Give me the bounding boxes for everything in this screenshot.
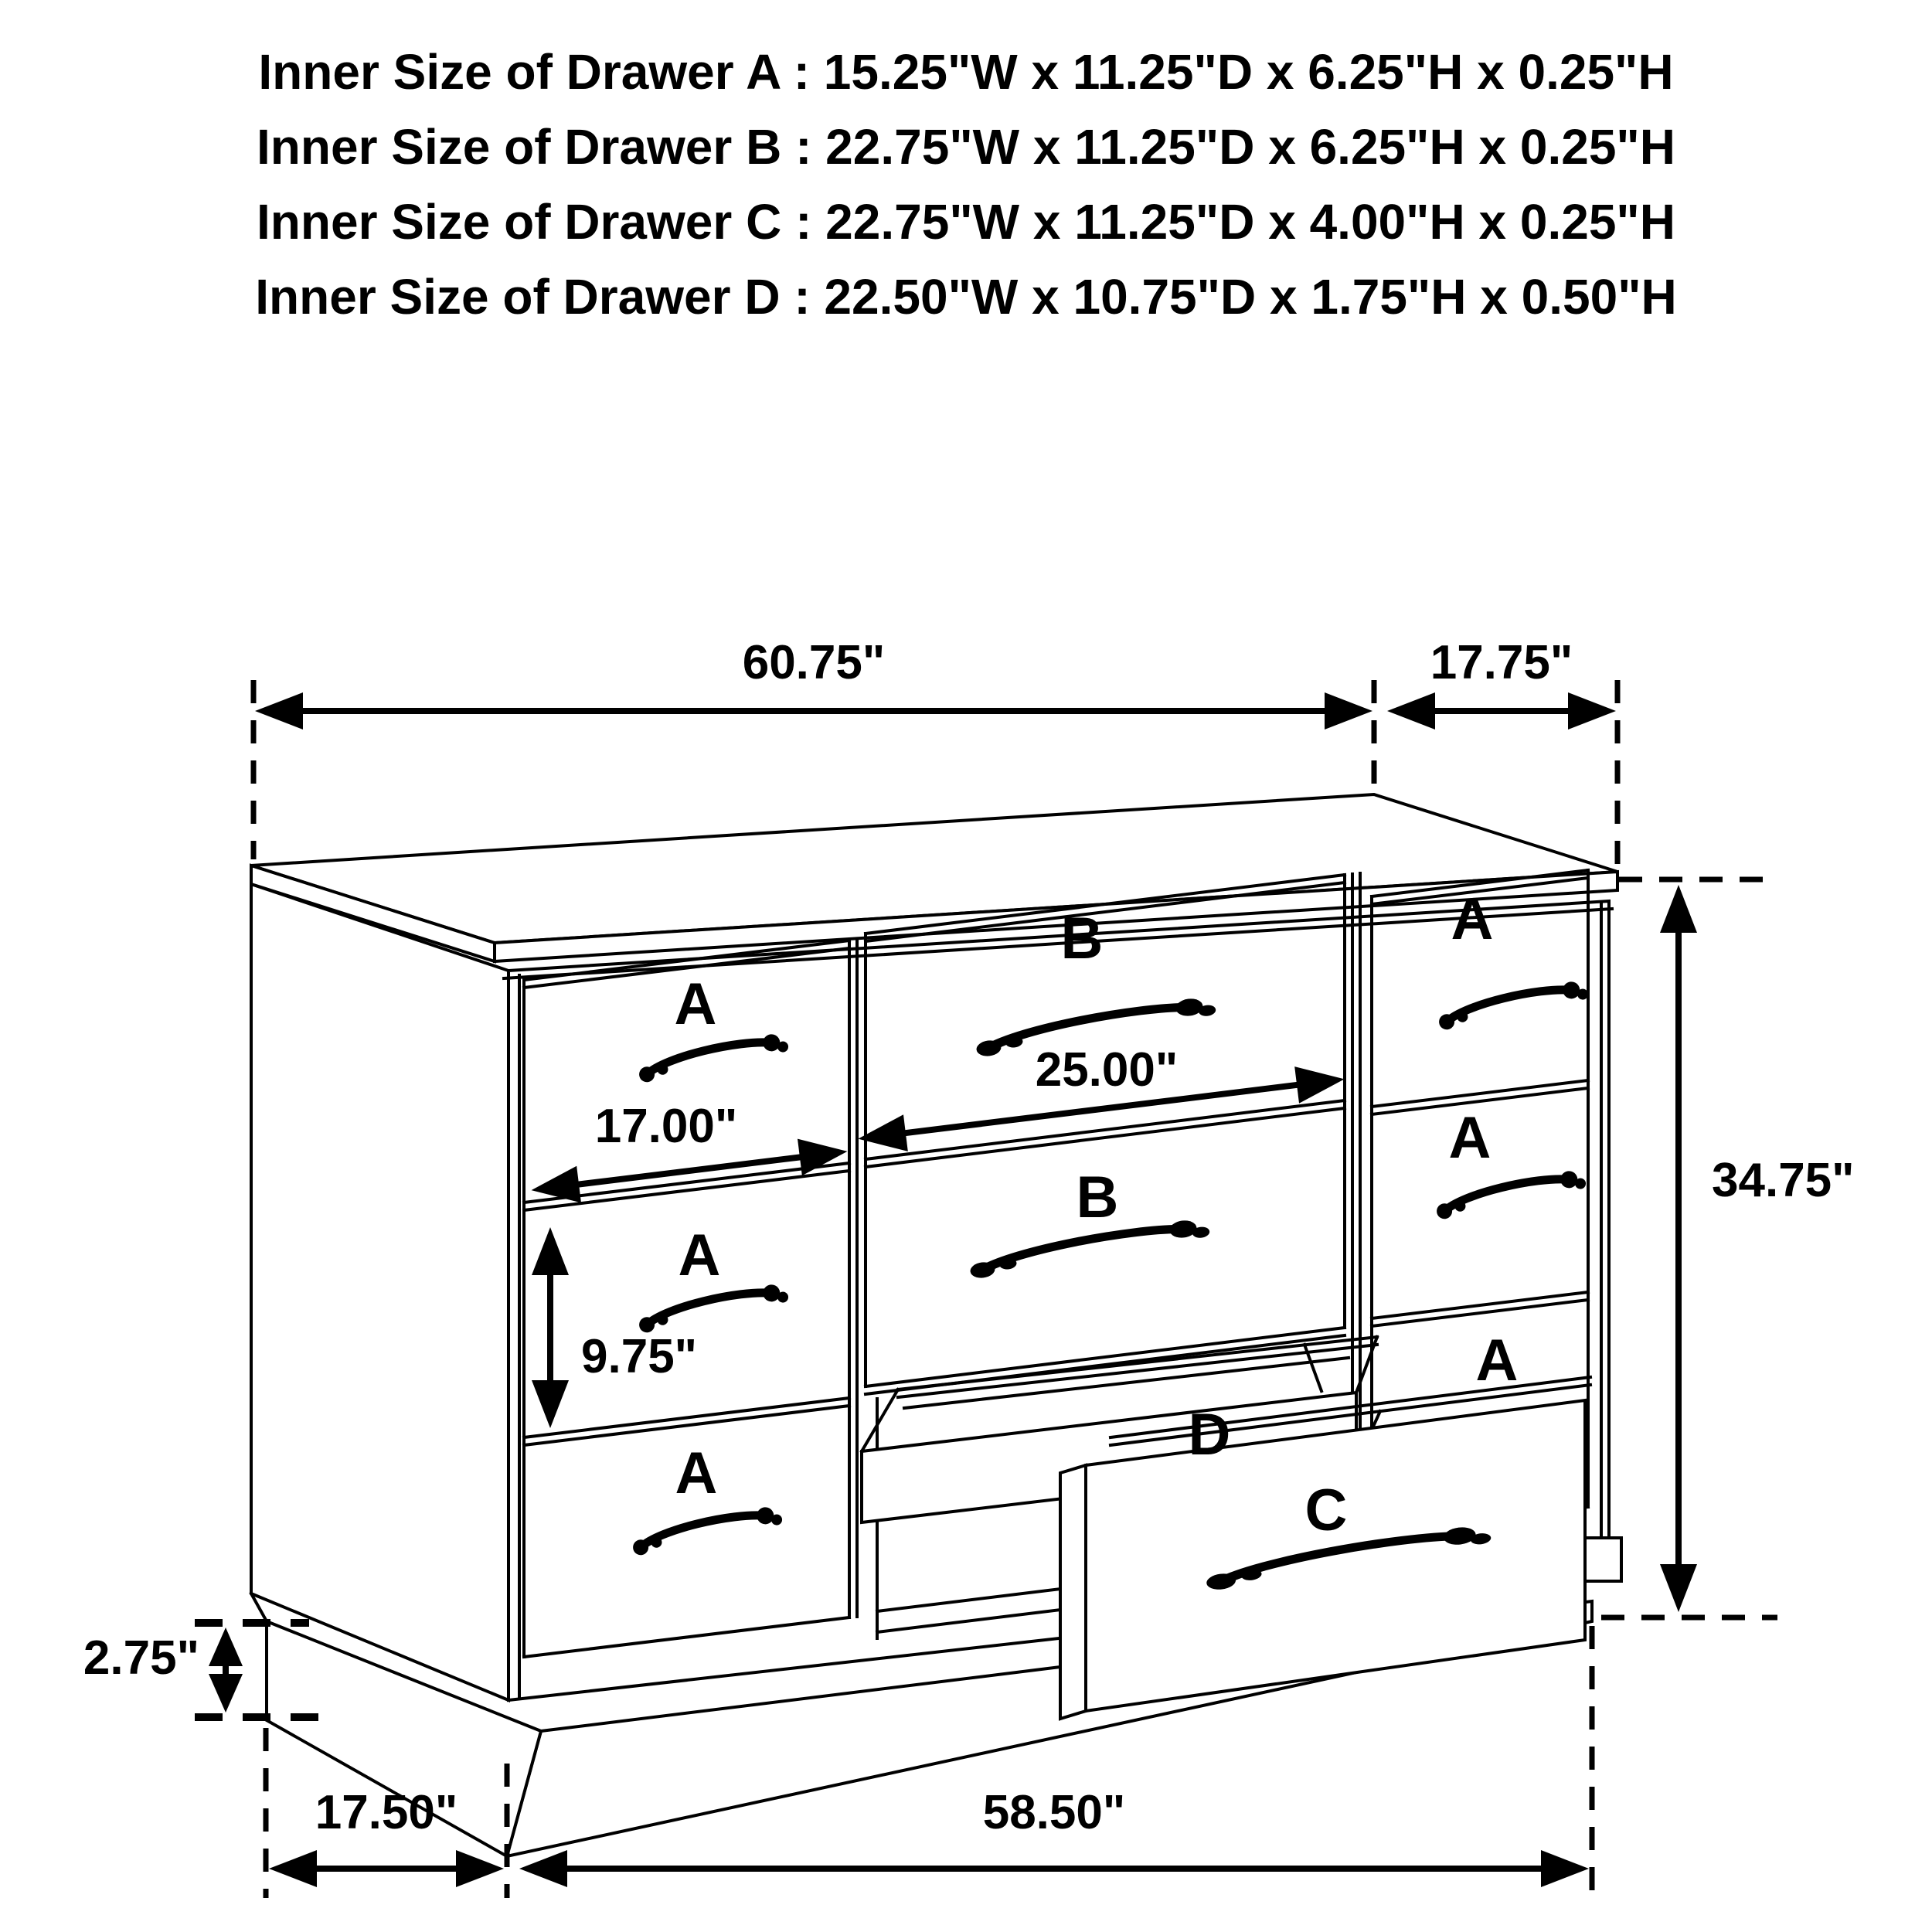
label-drawer-a-row2-right: A: [1448, 1105, 1492, 1171]
label-drawer-a-row1-left: A: [674, 971, 717, 1037]
label-drawer-d: D: [1188, 1402, 1231, 1468]
dim-base-height-value: 2.75": [83, 1631, 199, 1685]
dim-drawer-stack-height-value: 9.75": [581, 1330, 698, 1383]
dim-top-depth-value: 17.75": [1430, 636, 1573, 689]
dim-top-width-value: 60.75": [742, 636, 886, 689]
dim-drawer-b-width-value: 25.00": [1035, 1043, 1179, 1097]
cabinet-left-side-panel: [251, 884, 509, 1700]
spec-line-drawer-c: Inner Size of Drawer C : 22.75"W x 11.25"D x 4.00"H x 0.25"H: [257, 194, 1675, 250]
label-drawer-b-row2: B: [1076, 1165, 1119, 1230]
spec-line-drawer-a: Inner Size of Drawer A : 15.25"W x 11.25"D x 6.25"H x 0.25"H: [258, 44, 1674, 100]
spec-header: [255, 44, 1677, 325]
spec-line-drawer-b: Inner Size of Drawer B : 22.75"W x 11.25"D x 6.25"H x 0.25"H: [257, 119, 1675, 175]
dimension-total-height: [1601, 879, 1855, 1617]
dim-total-height-value: 34.75": [1712, 1154, 1855, 1207]
dim-base-depth-value: 17.50": [315, 1786, 458, 1839]
label-drawer-a-row3-right: A: [1475, 1328, 1519, 1393]
dim-base-width-value: 58.50": [982, 1786, 1126, 1839]
label-drawer-a-row3-left: A: [675, 1440, 718, 1506]
label-drawer-c: C: [1304, 1478, 1348, 1543]
dim-drawer-a-width-value: 17.00": [594, 1100, 738, 1153]
cabinet-drawing: [251, 794, 1621, 1856]
label-drawer-a-row1-right: A: [1451, 886, 1494, 952]
spec-line-drawer-d: Inner Size of Drawer D : 22.50"W x 10.75"D x 1.75"H x 0.50"H: [255, 269, 1677, 325]
label-drawer-b-row1: B: [1060, 906, 1104, 971]
label-drawer-a-row2-left: A: [678, 1223, 721, 1288]
